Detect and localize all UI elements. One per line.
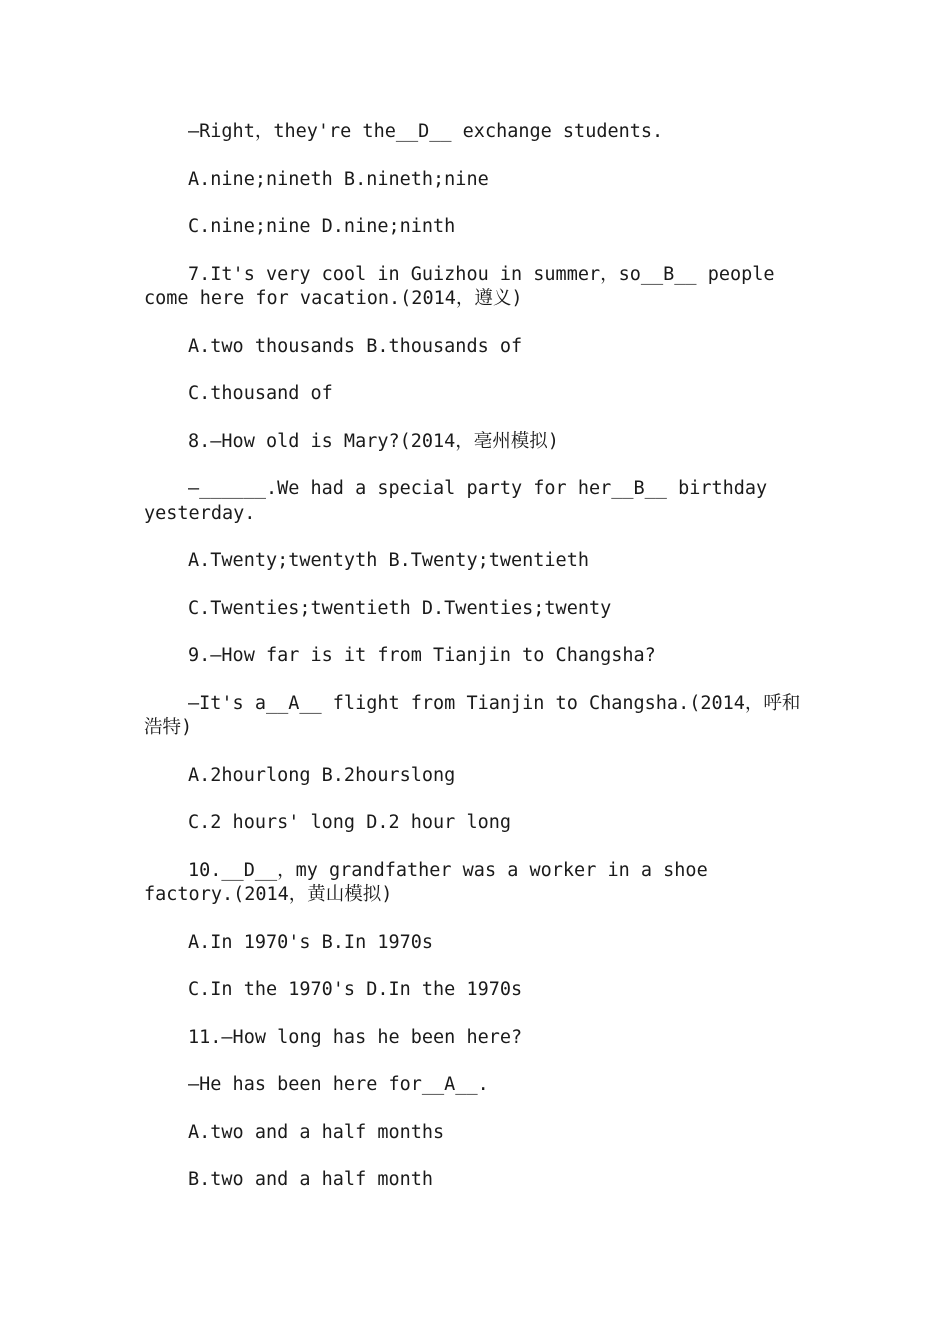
answer-line-q6: —Right，they're the__D__ exchange students. (188, 121, 664, 142)
options-line-q9-ab: A.2hourlong B.2hourslong (188, 764, 456, 786)
options-line-q10-ab: A.In 1970's B.In 1970s (188, 931, 434, 953)
question-7: 7.It's very cool in Guizhou in summer，so__B__ people come here for vacation.(2014，遵义) (144, 263, 786, 309)
document-body (144, 120, 806, 1216)
question-11: 11.—How long has he been here? (188, 1026, 523, 1048)
options-line-q7-ab: A.two thousands B.thousands of (188, 335, 523, 357)
options-line-q6-ab: A.nine;nineth B.nineth;nine (188, 168, 489, 190)
question-9: 9.—How far is it from Tianjin to Changsha? (188, 645, 656, 666)
option-q11-b: B.two and a half month (188, 1169, 434, 1190)
options-line-q6-cd: C.nine;nine D.nine;ninth (188, 216, 456, 237)
options-line-q8-cd: C.Twenties;twentieth D.Twenties;twenty (188, 597, 612, 619)
options-line-q8-ab: A.Twenty;twentyth B.Twenty;twentieth (188, 550, 589, 571)
answer-line-q11: —He has been here for__A__. (188, 1074, 489, 1095)
options-line-q10-cd: C.In the 1970's D.In the 1970s (188, 979, 523, 1000)
option-q11-a: A.two and a half months (188, 1121, 445, 1143)
options-line-q9-cd: C.2 hours' long D.2 hour long (188, 812, 512, 833)
answer-line-q9: —It's a__A__ flight from Tianjin to Changsha.(2014，呼和浩特) (144, 692, 801, 738)
options-line-q7-c: C.thousand of (188, 383, 333, 404)
answer-line-q8: —______.We had a special party for her__B__ birthday yesterday. (144, 478, 779, 524)
question-10: 10.__D__，my grandfather was a worker in a shoe factory.(2014，黄山模拟) (144, 859, 719, 905)
question-8: 8.—How old is Mary?(2014，亳州模拟) (188, 430, 559, 452)
